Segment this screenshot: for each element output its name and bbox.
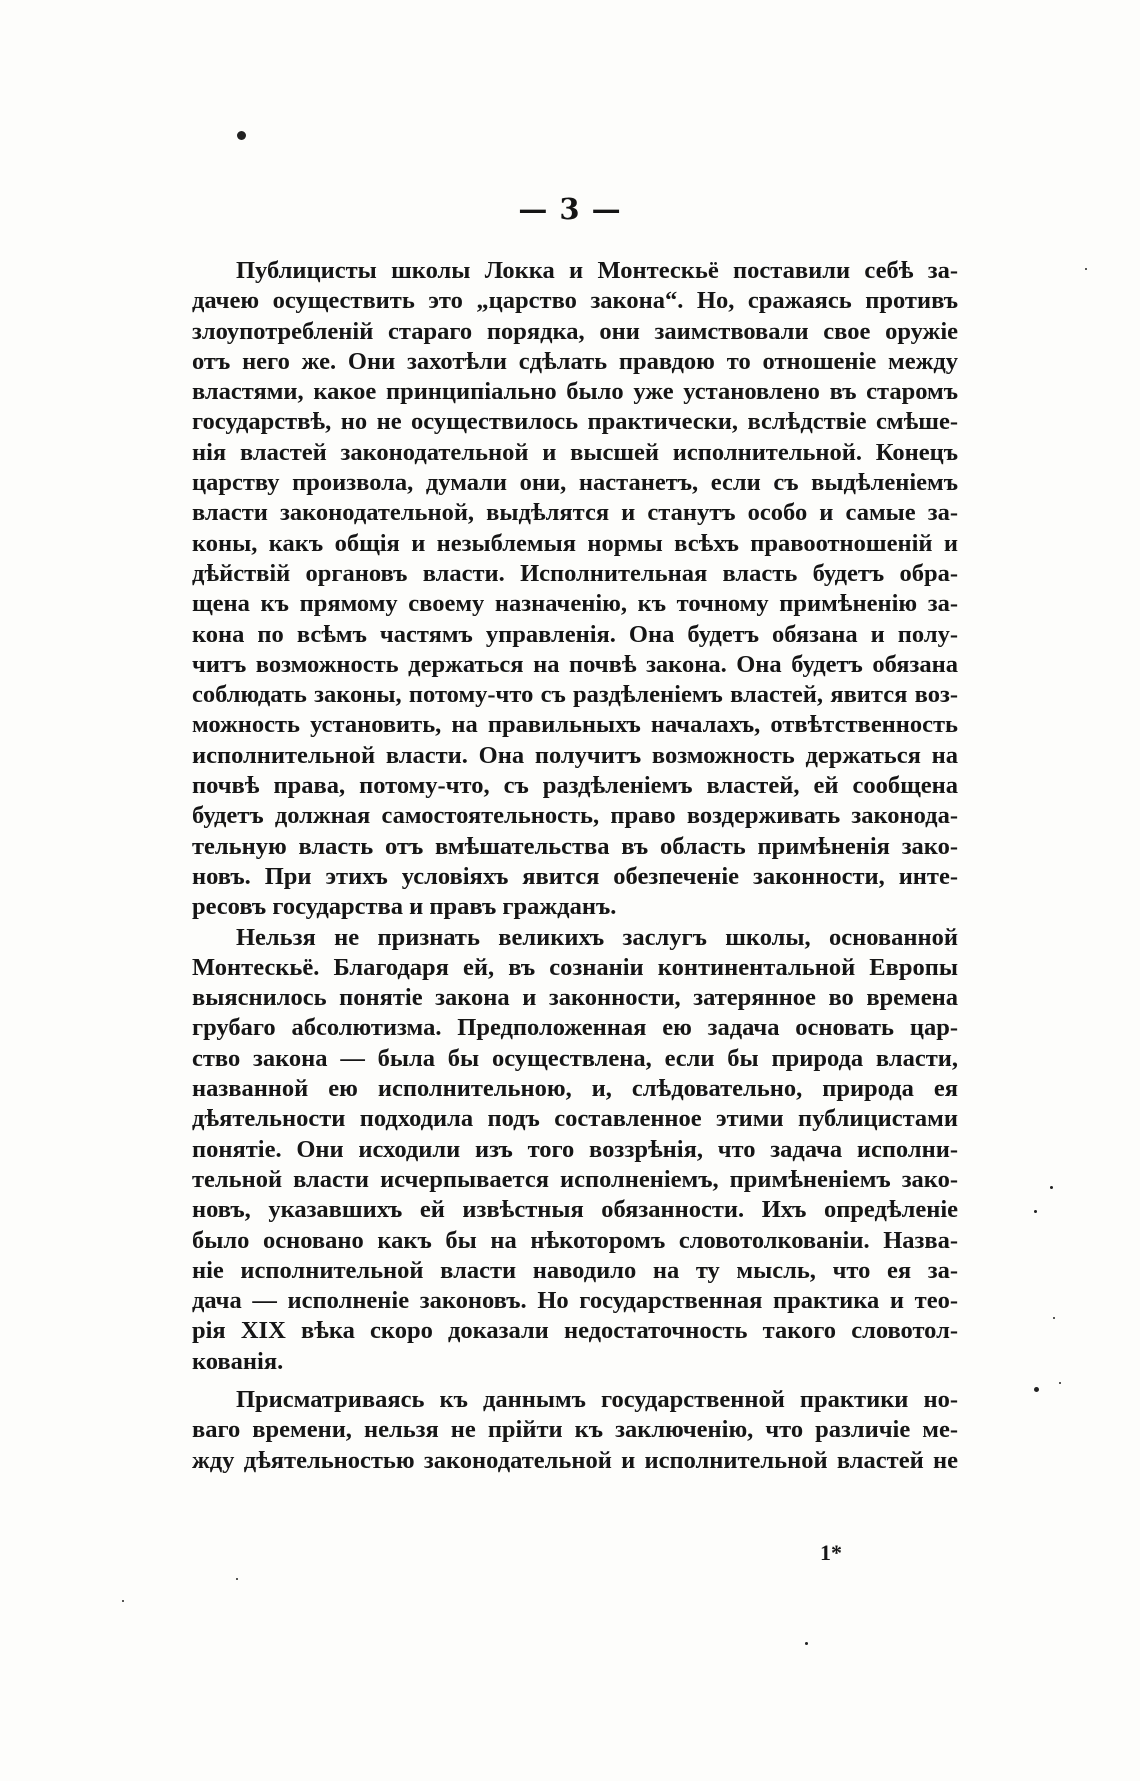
text-line: дѣятельности подходила подъ составленное этими публицистами <box>192 1105 958 1133</box>
text-line: соблюдать законы, потому-что съ раздѣленіемъ властей, явится воз- <box>192 681 958 709</box>
paragraph-1 <box>192 256 958 923</box>
text-line: новъ. При этихъ условіяхъ явится обезпеченіе законности, инте- <box>192 862 958 890</box>
text-line: коны, какъ общія и незыблемыя нормы всѣхъ правоотношеній и <box>192 529 958 557</box>
text-line: царству произвола, думали они, настанетъ, если съ выдѣленіемъ <box>192 469 958 497</box>
paragraph-3 <box>192 1385 958 1476</box>
text-line: рія XIX вѣка скоро доказали недостаточность такого словотол- <box>192 1317 958 1345</box>
text-line: дача — исполненіе законовъ. Но государственная практика и тео- <box>192 1287 958 1315</box>
scan-speck <box>805 1642 808 1645</box>
text-line: выяснилось понятіе закона и законности, затерянное во времена <box>192 984 958 1012</box>
scan-speck <box>1034 1210 1037 1213</box>
text-line: грубаго абсолютизма. Предположенная ею задача основать цар- <box>192 1014 958 1042</box>
text-line: тельной власти исчерпывается исполненіемъ, примѣненіемъ зако- <box>192 1165 958 1193</box>
text-line: ресовъ государства и правъ гражданъ. <box>192 893 617 921</box>
text-line: ваго времени, нельзя не прійти къ заключенію, что различіе ме- <box>192 1416 958 1444</box>
scan-speck <box>1050 1186 1053 1189</box>
text-line: дѣйствій органовъ власти. Исполнительная власть будетъ обра- <box>192 559 958 587</box>
text-line: Присматриваясь къ даннымъ государственной практики но- <box>236 1385 958 1413</box>
paragraph-2 <box>192 923 958 1377</box>
text-line: будетъ должная самостоятельность, право воздерживать законода- <box>192 802 958 830</box>
signature-mark: 1* <box>820 1540 842 1565</box>
text-line: государствѣ, но не осуществилось практически, вслѣдствіе смѣше- <box>192 408 958 436</box>
text-line: властями, какое принципіально было уже установлено въ старомъ <box>192 378 958 406</box>
text-line: названной ею исполнительною, и, слѣдовательно, природа ея <box>192 1075 958 1103</box>
text-line: тельную власть отъ вмѣшательства въ область примѣненія зако- <box>192 832 958 860</box>
text-line: Публицисты школы Локка и Монтескьё поставили себѣ за- <box>236 257 958 284</box>
body-text <box>192 256 958 1476</box>
text-line: ніе исполнительной власти наводило на ту мысль, что ея за- <box>192 1256 958 1284</box>
scan-speck <box>1053 1317 1055 1319</box>
text-line: жду дѣятельностью законодательной и исполнительной властей не <box>192 1446 958 1474</box>
text-line: было основано какъ бы на нѣкоторомъ словотолкованіи. Назва- <box>192 1226 958 1254</box>
text-line: власти законодательной, выдѣлятся и станутъ особо и самые за- <box>192 499 958 527</box>
text-line: отъ него же. Они захотѣли сдѣлать правдою то отношеніе между <box>192 347 958 375</box>
text-line: Монтескьё. Благодаря ей, въ сознаніи континентальной Европы <box>192 953 958 981</box>
scan-speck <box>236 1578 238 1580</box>
text-line: новъ, указавшихъ ей извѣстныя обязанности. Ихъ опредѣленіе <box>192 1196 958 1224</box>
scan-speck <box>122 1600 124 1602</box>
text-line: ство закона — была бы осуществлена, если бы природа власти, <box>192 1044 958 1072</box>
paragraph-gap <box>192 1377 958 1385</box>
scan-speck <box>1085 268 1087 270</box>
text-line: злоупотребленій стараго порядка, они заимствовали свое оружіе <box>192 317 958 345</box>
text-line: кона по всѣмъ частямъ управленія. Она будетъ обязана и полу- <box>192 620 958 648</box>
scan-speck <box>237 131 246 140</box>
scan-speck <box>1059 1382 1061 1384</box>
text-line: понятіе. Они исходили изъ того воззрѣнія, что задача исполни- <box>192 1135 958 1163</box>
text-line: читъ возможность держаться на почвѣ закона. Она будетъ обязана <box>192 650 958 678</box>
text-line: можность установить, на правильныхъ началахъ, отвѣтственность <box>192 711 958 739</box>
text-line: нія властей законодательной и высшей исполнительной. Конецъ <box>192 438 958 466</box>
text-line: исполнительной власти. Она получитъ возможность держаться на <box>192 741 958 769</box>
text-line: почвѣ права, потому-что, съ раздѣленіемъ властей, ей сообщена <box>192 772 958 800</box>
text-line: щена къ прямому своему назначенію, къ точному примѣненію за- <box>192 590 958 618</box>
scan-speck <box>1034 1387 1039 1392</box>
page-number: — 3 — <box>518 192 622 226</box>
text-line: Нельзя не признать великихъ заслугъ школы, основанной <box>236 923 958 951</box>
text-line: дачею осуществить это „царство закона“. Но, сражаясь противъ <box>192 287 958 315</box>
text-line: кованія. <box>192 1347 284 1375</box>
